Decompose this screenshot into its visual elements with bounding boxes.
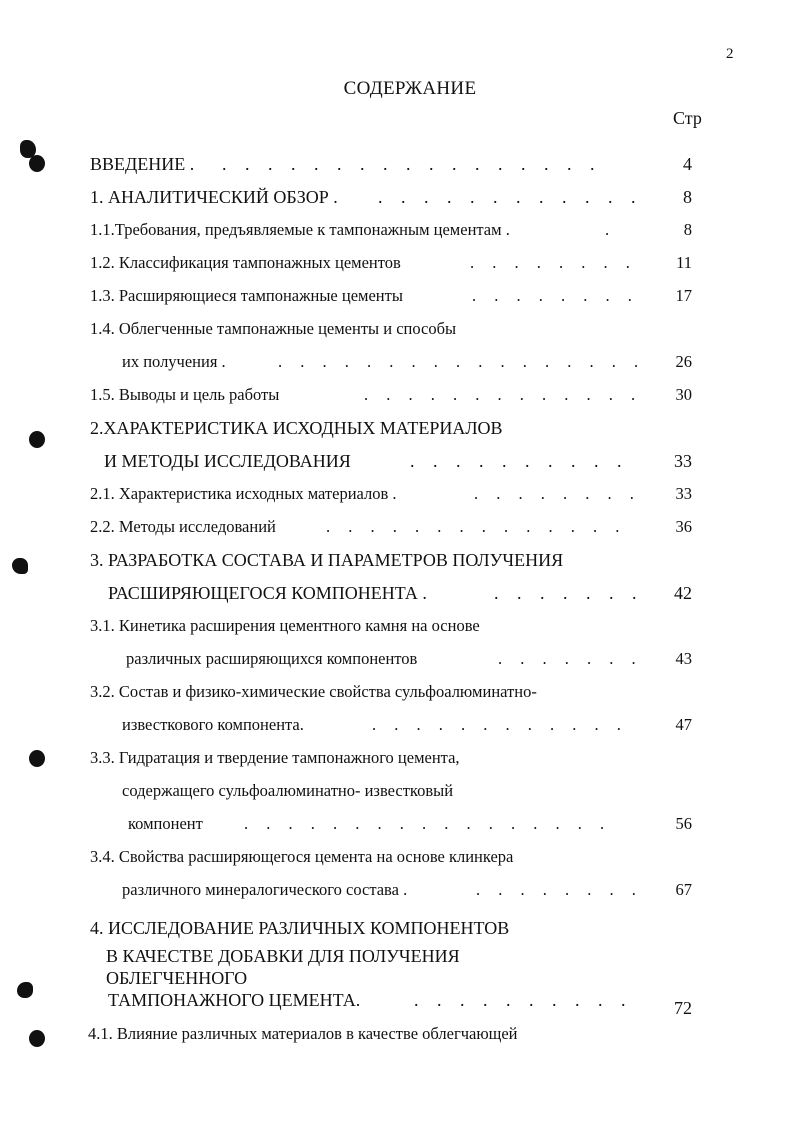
toc-entry-text: ВВЕДЕНИЕ . <box>90 154 195 174</box>
toc-entry-text: 4. ИССЛЕДОВАНИЕ РАЗЛИЧНЫХ КОМПОНЕНТОВ <box>90 918 510 938</box>
toc-entry-page: 30 <box>675 385 692 404</box>
toc-entry <box>0 583 796 609</box>
toc-entry <box>0 253 796 279</box>
toc-entry <box>0 990 796 1016</box>
toc-entry-text: 2.ХАРАКТЕРИСТИКА ИСХОДНЫХ МАТЕРИАЛОВ <box>90 418 503 438</box>
toc-leader-dots: . . . . . . . . <box>476 880 636 899</box>
toc-entry-text: РАСШИРЯЮЩЕГОСЯ КОМПОНЕНТА . <box>108 583 427 603</box>
toc-entry-text: компонент <box>128 814 203 833</box>
toc-entry-page: 67 <box>675 880 692 899</box>
toc-entry-text: содержащего сульфоалюминатно- известковый <box>122 781 454 800</box>
toc-entry <box>0 220 796 246</box>
toc-leader-dots: . <box>605 220 610 239</box>
toc-entry-text: 1.5. Выводы и цель работы <box>90 385 280 404</box>
toc-entry-text: различного минералогического состава . <box>122 880 408 899</box>
page-number: 2 <box>726 46 734 62</box>
toc-entry-page: 56 <box>675 814 692 833</box>
toc-entry-text: В КАЧЕСТВЕ ДОБАВКИ ДЛЯ ПОЛУЧЕНИЯ <box>106 946 460 966</box>
toc-entry <box>0 319 796 345</box>
toc-entry <box>0 550 796 576</box>
toc-entry-text: 3.1. Кинетика расширения цементного камня на основе <box>90 616 480 635</box>
toc-leader-dots: . . . . . . . . <box>472 286 632 305</box>
toc-entry-page: 8 <box>683 187 692 207</box>
toc-leader-dots: . . . . . . . . . . <box>414 990 626 1010</box>
toc-entry-text: 1.1.Требования, предъявляемые к тампонажным цементам . <box>90 220 510 239</box>
toc-entry <box>0 418 796 444</box>
toc-entry-text: 3.3. Гидратация и твердение тампонажного цемента, <box>90 748 460 767</box>
toc-entry <box>0 154 796 180</box>
page-column-label: Стр <box>673 108 702 128</box>
toc-leader-dots: . . . . . . . <box>494 583 637 603</box>
toc-entry-page: 17 <box>675 286 692 305</box>
toc-entry <box>0 187 796 213</box>
toc-entry <box>0 748 796 774</box>
toc-entry-text: известкового компонента. <box>122 715 304 734</box>
toc-leader-dots: . . . . . . . . . . <box>410 451 622 471</box>
toc-entry <box>0 484 796 510</box>
toc-entry-page: 4 <box>683 154 692 174</box>
toc-leader-dots: . . . . . . . <box>498 649 636 668</box>
toc-leader-dots: . . . . . . . . <box>474 484 634 503</box>
toc-entry-text: ТАМПОНАЖНОГО ЦЕМЕНТА. <box>108 990 361 1010</box>
toc-entry-page: 33 <box>674 451 692 471</box>
toc-entry-page: 33 <box>675 484 692 503</box>
toc-entry <box>0 781 796 807</box>
toc-entry <box>0 715 796 741</box>
toc-entry <box>0 286 796 312</box>
toc-entry-text: различных расширяющихся компонентов <box>126 649 418 668</box>
toc-entry-page: 8 <box>683 220 692 239</box>
toc-entry-page: 42 <box>674 583 692 603</box>
toc-entry <box>0 616 796 642</box>
toc-entry-text: 3. РАЗРАБОТКА СОСТАВА И ПАРАМЕТРОВ ПОЛУЧЕНИЯ <box>90 550 564 570</box>
toc-entry <box>0 517 796 543</box>
toc-entry-text: ОБЛЕГЧЕННОГО <box>106 968 248 988</box>
toc-entry <box>0 814 796 840</box>
toc-entry <box>0 918 796 944</box>
toc-entry <box>0 451 796 477</box>
toc-entry <box>0 1024 796 1050</box>
toc-leader-dots: . . . . . . . . . . . . . . . . . <box>244 814 605 833</box>
toc-entry-page: 36 <box>675 517 692 536</box>
toc-entry <box>0 880 796 906</box>
toc-entry <box>0 352 796 378</box>
toc-leader-dots: . . . . . . . . . . . . <box>378 187 636 207</box>
toc-leader-dots: . . . . . . . . <box>470 253 630 272</box>
toc-entry <box>0 682 796 708</box>
toc-leader-dots: . . . . . . . . . . . . . . . . . <box>222 154 595 174</box>
toc-entry-text: 2.2. Методы исследований <box>90 517 276 536</box>
toc-entry-text: 3.4. Свойства расширяющегося цемента на основе клинкера <box>90 847 514 866</box>
toc-entry-text: И МЕТОДЫ ИССЛЕДОВАНИЯ <box>104 451 351 471</box>
toc-entry-text: 2.1. Характеристика исходных материалов . <box>90 484 397 503</box>
toc-entry-text: 1.3. Расширяющиеся тампонажные цементы <box>90 286 403 305</box>
toc-entry-text: 1. АНАЛИТИЧЕСКИЙ ОБЗОР . <box>90 187 338 207</box>
toc-entry-text: их получения . <box>122 352 226 371</box>
toc-leader-dots: . . . . . . . . . . . . <box>372 715 621 734</box>
toc-entry-page: 47 <box>675 715 692 734</box>
toc-entry-page: 26 <box>675 352 692 371</box>
toc-entry <box>0 649 796 675</box>
page-title: СОДЕРЖАНИЕ <box>343 78 477 99</box>
toc-leader-dots: . . . . . . . . . . . . . . . . . <box>278 352 639 371</box>
toc-leader-dots: . . . . . . . . . . . . . <box>364 385 636 404</box>
toc-entry <box>0 385 796 411</box>
toc-entry <box>0 847 796 873</box>
toc-entry-text: 1.2. Классификация тампонажных цементов <box>90 253 401 272</box>
toc-entry-text: 3.2. Состав и физико-химические свойства сульфоалюминатно- <box>90 682 537 701</box>
toc-entry-text: 1.4. Облегченные тампонажные цементы и способы <box>90 319 457 338</box>
toc-entry-page: 72 <box>674 998 692 1018</box>
toc-entry-page: 11 <box>676 253 692 272</box>
toc-entry-page: 43 <box>675 649 692 668</box>
toc-leader-dots: . . . . . . . . . . . . . . <box>326 517 620 536</box>
toc-entry-text: 4.1. Влияние различных материалов в качестве облегчающей <box>88 1024 518 1043</box>
